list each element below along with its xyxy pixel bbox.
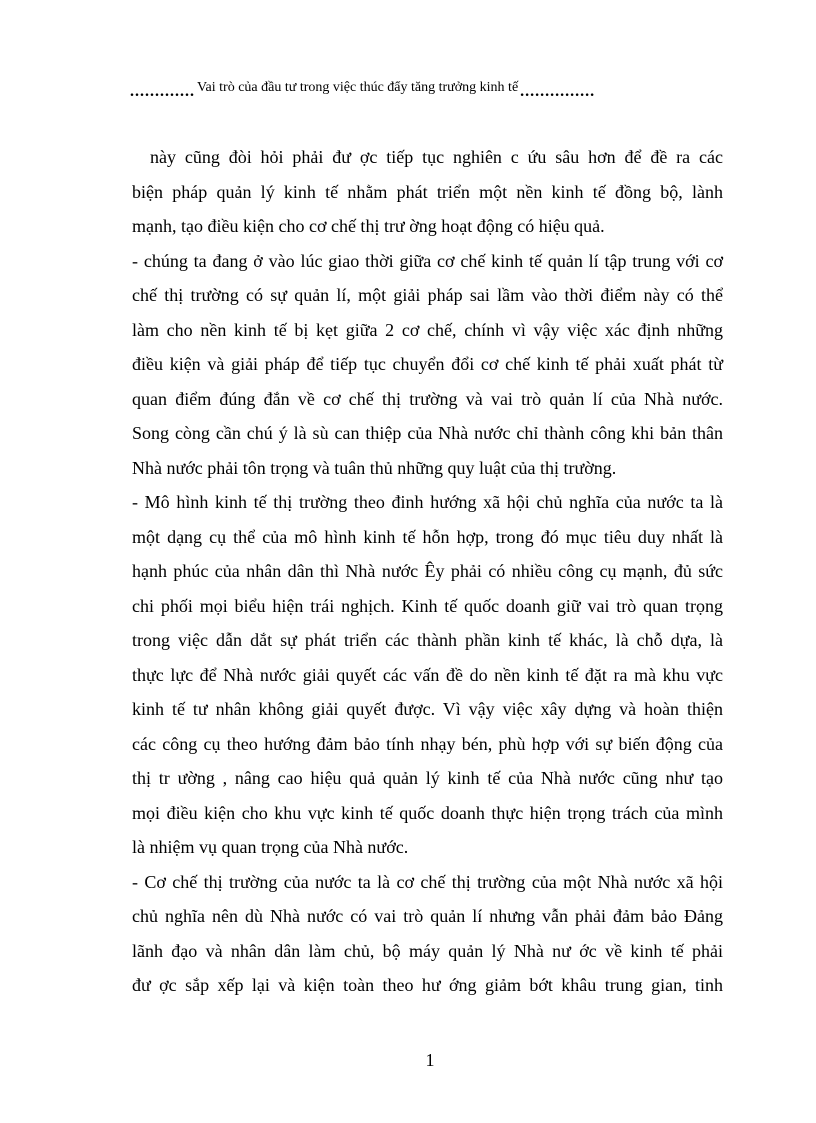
text-line: lãnh đạo và nhân dân làm chủ, bộ máy quản lý Nhà nư ớc về kinh tế phải <box>132 940 723 961</box>
text-line: quan điểm đúng đắn về cơ chế thị trường và vai trò quản lí của Nhà nước. <box>132 388 723 409</box>
text-line: thực lực để Nhà nước giải quyết các vấn đề do nền kinh tế đặt ra mà khu vực <box>132 664 723 685</box>
header-dots-left: ............. <box>130 83 195 100</box>
text-line: hạnh phúc của nhân dân thì Nhà nước Êy phải có nhiều công cụ mạnh, đủ sức <box>132 561 723 581</box>
text-line: mọi điều kiện cho khu vực kinh tế quốc doanh thực hiện trọng trách của mình <box>132 802 723 823</box>
text-line: Song còng cần chú ý là sù can thiệp của Nhà nước chỉ thành công khi bản thân <box>132 423 723 443</box>
text-line: này cũng đòi hỏi phải đư ợc tiếp tục nghiên c ứu sâu hơn để đề ra các <box>150 147 723 167</box>
text-line: biện pháp quản lý kinh tế nhằm phát triển một nền kinh tế đồng bộ, lành <box>132 181 723 202</box>
text-line: thị tr ường , nâng cao hiệu quả quản lý kinh tế của Nhà nước cũng như tạo <box>132 768 723 788</box>
text-line: - Cơ chế thị trường của nước ta là cơ chế thị trường của một Nhà nước xã hội <box>132 871 723 892</box>
header-dots-right: ............... <box>520 83 596 100</box>
text-line: đư ợc sắp xếp lại và kiện toàn theo hư ớng giảm bớt khâu trung gian, tinh <box>132 975 723 995</box>
text-line: chủ nghĩa nên dù Nhà nước có vai trò quản lí nhưng vẫn phải đảm bảo Đảng <box>132 906 723 926</box>
text-line: - chúng ta đang ở vào lúc giao thời giữa cơ chế kinh tế quản lí tập trung với cơ <box>132 250 723 271</box>
running-header <box>130 72 724 100</box>
text-line: một dạng cụ thể của mô hình kinh tế hỗn hợp, trong đó mục tiêu duy nhất là <box>132 526 723 547</box>
text-line: - Mô hình kinh tế thị trường theo đinh hướng xã hội chủ nghĩa của nước ta là <box>132 492 723 512</box>
document-body <box>132 140 723 1003</box>
text-line: chế thị trường có sự quản lí, một giải pháp sai lầm vào thời điểm này có thể <box>132 285 723 305</box>
text-line: mạnh, tạo điều kiện cho cơ chế thị trư ờng hoạt động có hiệu quả. <box>132 216 605 236</box>
text-line: Nhà nước phải tôn trọng và tuân thủ những quy luật của thị trường. <box>132 457 617 478</box>
text-line: kinh tế tư nhân không giải quyết được. Vì vậy việc xây dựng và hoàn thiện <box>132 699 723 719</box>
text-line: các công cụ theo hướng đảm bảo tính nhạy bén, phù hợp với sự biến động của <box>132 733 723 754</box>
text-line: trong việc dẫn dắt sự phát triển các thành phần kinh tế khác, là chỗ dựa, là <box>132 630 723 650</box>
text-line: chi phối mọi biểu hiện trái nghịch. Kinh tế quốc doanh giữ vai trò quan trọng <box>132 595 723 616</box>
text-line: điều kiện và giải pháp để tiếp tục chuyển đổi cơ chế kinh tế phải xuất phát từ <box>132 354 723 374</box>
text-line: là nhiệm vụ quan trọng của Nhà nước. <box>132 837 409 857</box>
text-line: làm cho nền kinh tế bị kẹt giữa 2 cơ chế, chính vì vậy việc xác định những <box>132 319 723 340</box>
page-number: 1 <box>425 1050 435 1070</box>
header-title: Vai trò của đầu tư trong việc thúc đẩy tăng trưởng kinh tế <box>197 80 519 95</box>
